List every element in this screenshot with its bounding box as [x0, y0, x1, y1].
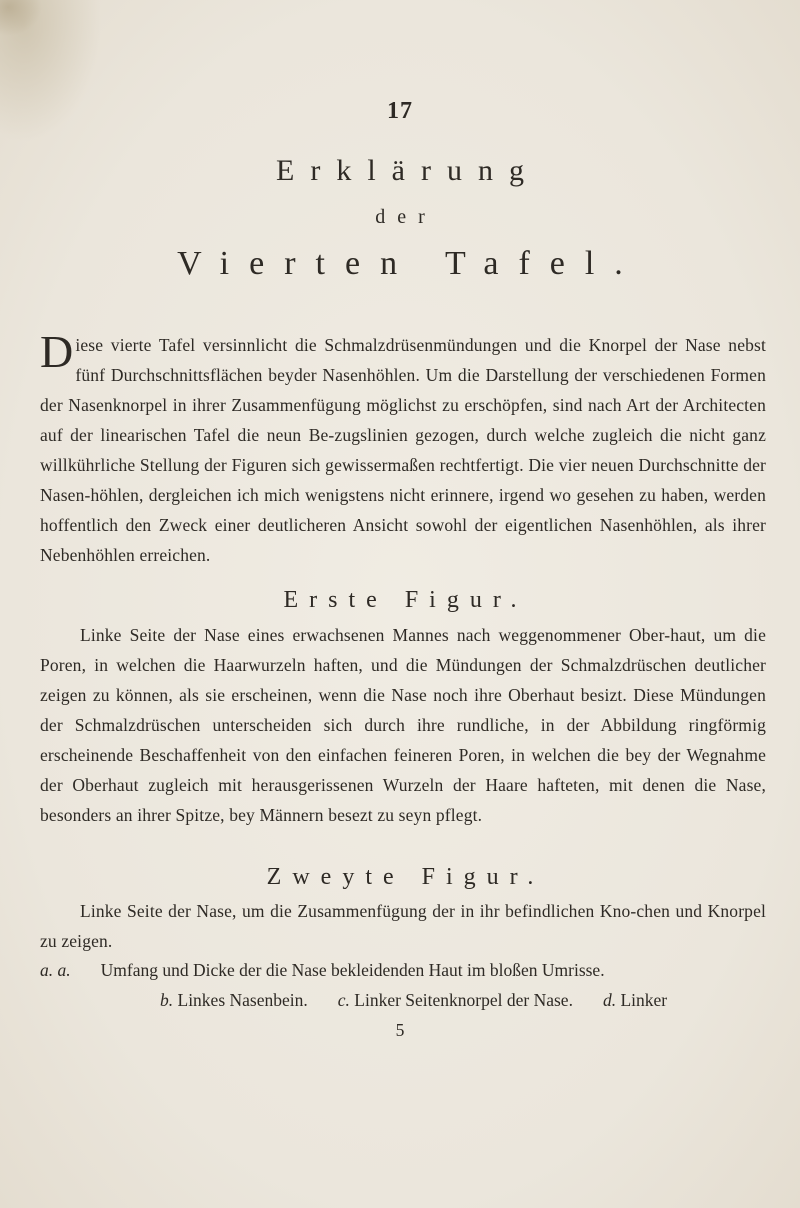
page-number: 17	[387, 98, 413, 124]
section-heading-first-figure: Erste Figur.	[283, 587, 528, 613]
legend-text-b: Linkes Nasenbein.	[177, 990, 308, 1010]
legend-label-d: d.	[602, 990, 617, 1010]
legend-line	[160, 985, 667, 1015]
intro-text: iese vierte Tafel versinnlicht die Schmalzdrüsenmündungen und die Knorpel der Nase nebst fünf Durchschnittsflächen beyder Nasenhöhlen. Um die Darstellung der verschiedenen Formen der Nasenknorpel in ihrer Zusammenfügung möglichst zu erschöpfen, sind nach Art der Architecten auf der linearischen Tafel die neun Be-zugslinien gezogen, durch welche zugleich die nicht ganz willkührliche Stellung der Figuren sich gewissermaßen rechtfertigt. Die vier neuen Durchschnitte der Nasen-höhlen, dergleichen ich mich wenigstens nicht erinnere, irgend wo gesehen zu haben, werden hoffentlich den Zweck einer deutlicheren Ansicht sowohl der eigentlichen Nasenhöhlen, als ihrer Nebenhöhlen erreichen.	[40, 335, 766, 565]
intro-paragraph	[40, 326, 766, 570]
section-heading-second-figure: Zweyte Figur.	[266, 864, 545, 890]
legend-label-a: a. a.	[40, 960, 71, 980]
legend-text-c: Linker Seitenknorpel der Nase.	[354, 990, 573, 1010]
title-line-2: der	[375, 206, 437, 228]
legend-line	[40, 955, 605, 985]
legend-label-c: c.	[337, 990, 350, 1010]
paper-stain	[0, 0, 42, 36]
legend-text-a: Umfang und Dicke der die Nase bekleidenden Haut im bloßen Umrisse.	[100, 960, 605, 980]
catchword: 5	[395, 1020, 405, 1040]
drop-cap: D	[40, 326, 74, 377]
second-figure-paragraph: Linke Seite der Nase, um die Zusammenfügung der in ihr befindlichen Kno-chen und Knorpel zu zeigen.	[40, 901, 766, 951]
title-line-1: Erklärung	[276, 154, 540, 187]
legend-label-b: b.	[160, 990, 174, 1010]
first-figure-paragraph: Linke Seite der Nase eines erwachsenen Mannes nach weggenommener Ober-haut, um die Poren, in welchen die Haarwurzeln haften, und die Mündungen der Schmalzdrüschen deutlicher zeigen zu können, als sie erscheinen, wenn die Nase noch ihre Oberhaut besizt. Diese Mündungen der Schmalzdrüschen unterscheiden sich durch ihre rundliche, in der Abbildung ringförmig erscheinende Beschaffenheit von den einfachen feineren Poren, in welchen die bey der Wegnahme der Oberhaut zugleich mit herausgerissenen Wurzeln der Haare hafteten, mit denen die Nase, besonders an ihrer Spitze, bey Männern besezt zu seyn pflegt.	[40, 625, 766, 825]
legend-text-d: Linker	[620, 990, 668, 1010]
title-line-3: Vierten Tafel.	[177, 245, 643, 282]
